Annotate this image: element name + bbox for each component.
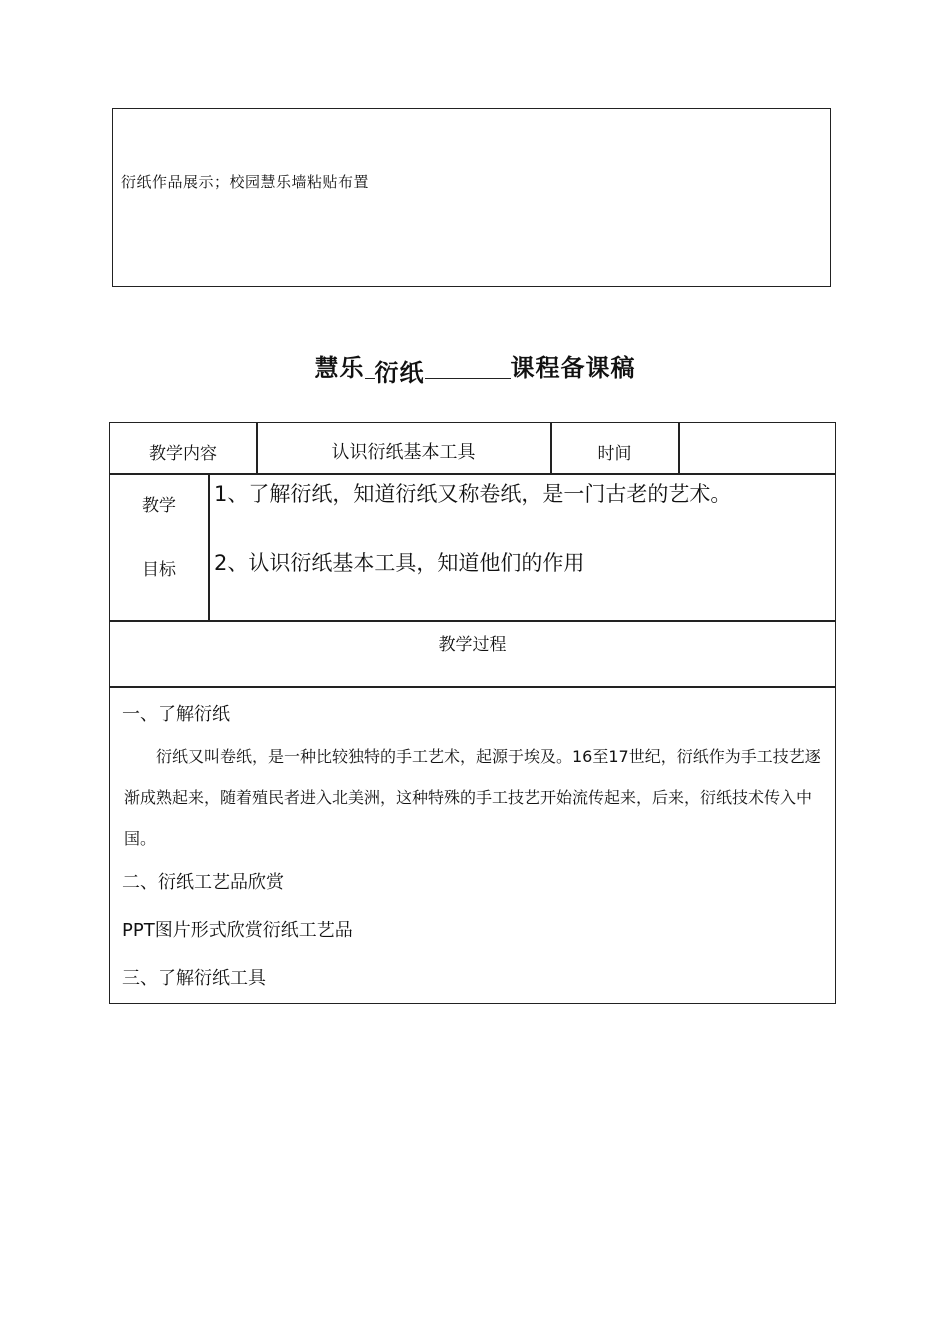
objective-item-1: 1、了解衍纸，知道衍纸又称卷纸，是一门古老的艺术。 bbox=[214, 482, 732, 506]
section-2-heading: 二、衍纸工艺品欣赏 bbox=[122, 872, 284, 893]
time-label: 时间 bbox=[597, 444, 632, 464]
section-1-heading: 一、了解衍纸 bbox=[122, 704, 230, 725]
process-header: 教学过程 bbox=[438, 635, 507, 655]
title-part-subject: 衍纸 bbox=[374, 359, 425, 387]
row-divider-3 bbox=[110, 686, 835, 688]
col-divider-objectives bbox=[208, 473, 210, 621]
title-blank-1 bbox=[365, 352, 375, 379]
title-part-suffix: 课程备课稿 bbox=[510, 354, 636, 382]
objective-item-2: 2、认识衍纸基本工具，知道他们的作用 bbox=[214, 551, 585, 575]
title-part-school: 慧乐 bbox=[314, 354, 365, 382]
content-label: 教学内容 bbox=[149, 444, 217, 464]
section-2-text: PPT图片形式欣赏衍纸工艺品 bbox=[122, 920, 353, 941]
lesson-plan-table bbox=[109, 422, 836, 1004]
top-note-box bbox=[112, 108, 831, 287]
objectives-label-line1: 教学 bbox=[142, 496, 176, 516]
col-divider-3 bbox=[678, 423, 680, 474]
top-note-text: 衍纸作品展示；校园慧乐墙粘贴布置 bbox=[121, 173, 370, 191]
objectives-label-line2: 目标 bbox=[142, 560, 176, 580]
document-title bbox=[0, 348, 950, 387]
row-divider-2 bbox=[110, 620, 835, 622]
row-divider-1 bbox=[110, 473, 835, 475]
content-value: 认识衍纸基本工具 bbox=[331, 442, 476, 463]
section-3-heading: 三、了解衍纸工具 bbox=[122, 968, 266, 989]
section-1-paragraph: 衍纸又叫卷纸，是一种比较独特的手工艺术，起源于埃及。16至17世纪，衍纸作为手工技艺逐渐成熟起来，随着殖民者进入北美洲，这种特殊的手工技艺开始流传起来，后来，衍纸技术传入中国。 bbox=[124, 747, 821, 848]
title-blank-2 bbox=[425, 352, 511, 379]
